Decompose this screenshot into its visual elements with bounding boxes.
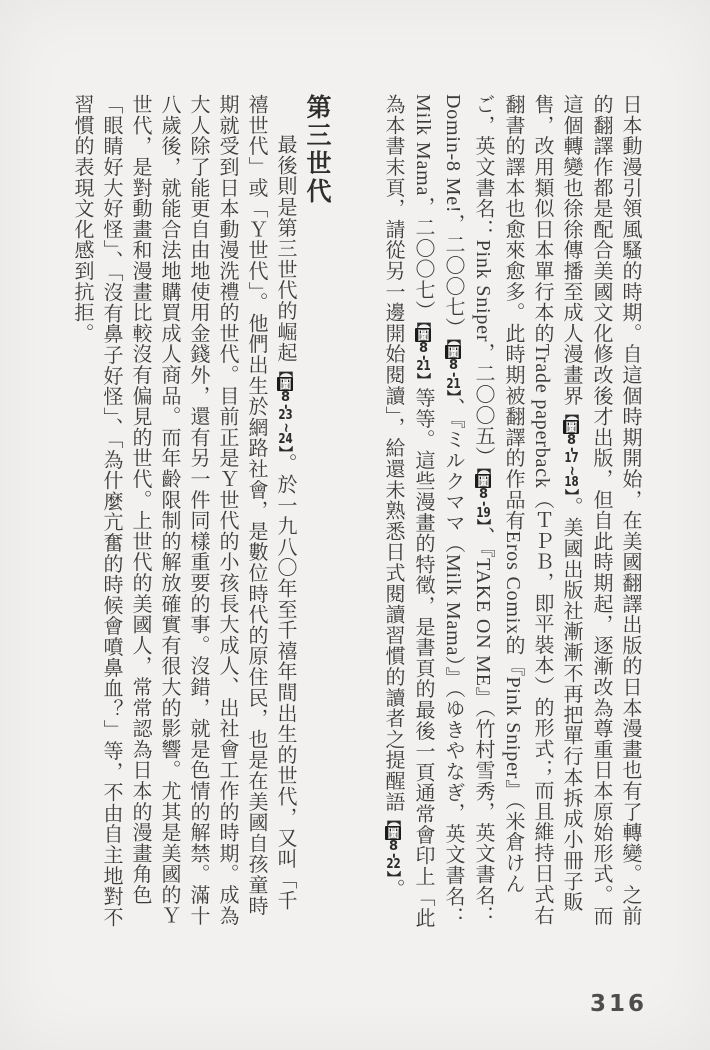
page-number: 316 <box>589 991 647 1017</box>
figure-icon: 圖 <box>446 346 460 359</box>
figure-ref: 【圖8-23~24】 <box>277 362 293 454</box>
paragraph-translation-era: 日本動漫引領風騷的時期。自這個時期開始，在美國翻譯出版的日本漫畫也有了轉變。之前的翻譯作都是配合美國文化修改後才出版，但自此時期起，逐漸改為尊重日本原始形式。而這個轉變也徐徐傳播至成人漫畫界【圖8-17~18】。美國出版社漸漸不再把單行本拆成小冊子販售，改用類似日本單行本的Trade paperback（ＴＰＢ，即平裝本）的形式；而且維持日式右翻書的譯本也愈來愈多。此時期被翻譯的作品有Eros Comix的『Pink Sniper』（米倉けんご，英文書名：Pink Sniper，二〇〇五）【圖8-19】、『TAKE ON ME』（竹村雪秀，英文書名：Domin-8 Me!，二〇〇七）【圖8-21】、『ミルクママ（Milk Mama）』（ゆきやなぎ，英文書名：Milk Mama，二〇〇七）【圖8-21】等等。這些漫畫的特徵，是書頁的最後一頁通常會印上「此為本書末頁，請從另一邊開始閱讀」，給還未熟悉日式閱讀習慣的讀者之提醒語【圖8-22】。 <box>382 94 641 929</box>
figure-ref: 【圖8-21】 <box>445 338 461 398</box>
figure-icon: 圖 <box>278 377 292 390</box>
figure-icon: 圖 <box>564 421 578 433</box>
figure-icon: 圖 <box>416 329 430 341</box>
page-body <box>67 94 644 930</box>
figure-ref: 【圖8-22】 <box>385 812 401 879</box>
paragraph-third-generation: 最後則是第三世代的崛起【圖8-23~24】。於一九八〇年至千禧年間出生的世代，又叫「千禧世代」或「Ｙ世代」。他們出生於網路社會，是數位時代的原住民，也是在美國自孩童時期就受到日本動漫洗禮的世代。目前正是Ｙ世代的小孩長大成人、出社會工作的時期。成為大人除了能更自由地使用金錢外，還有另一件同樣重要的事。沒錯，就是色情的解禁。滿十八歲後，就能合法地購買成人商品。而年齡限制的解放確實有很大的影響。尤其是美國的Ｙ世代，是對動畫和漫畫比較沒有偏見的世代。上世代的美國人，常常認為日本的漫畫角色「眼睛好大好怪」、「沒有鼻子好怪」、「為什麼亢奮的時候會噴鼻血？」等，不由自主地對不習慣的表現文化感到抗拒。 <box>71 94 296 928</box>
figure-icon: 圖 <box>476 475 490 488</box>
figure-ref: 【圖8-19】 <box>475 467 491 527</box>
figure-ref: 【圖8-21】 <box>415 321 431 388</box>
section-heading: 第三世代 <box>303 94 330 206</box>
figure-ref: 【圖8-17~18】 <box>563 406 579 497</box>
figure-icon: 圖 <box>386 827 400 839</box>
